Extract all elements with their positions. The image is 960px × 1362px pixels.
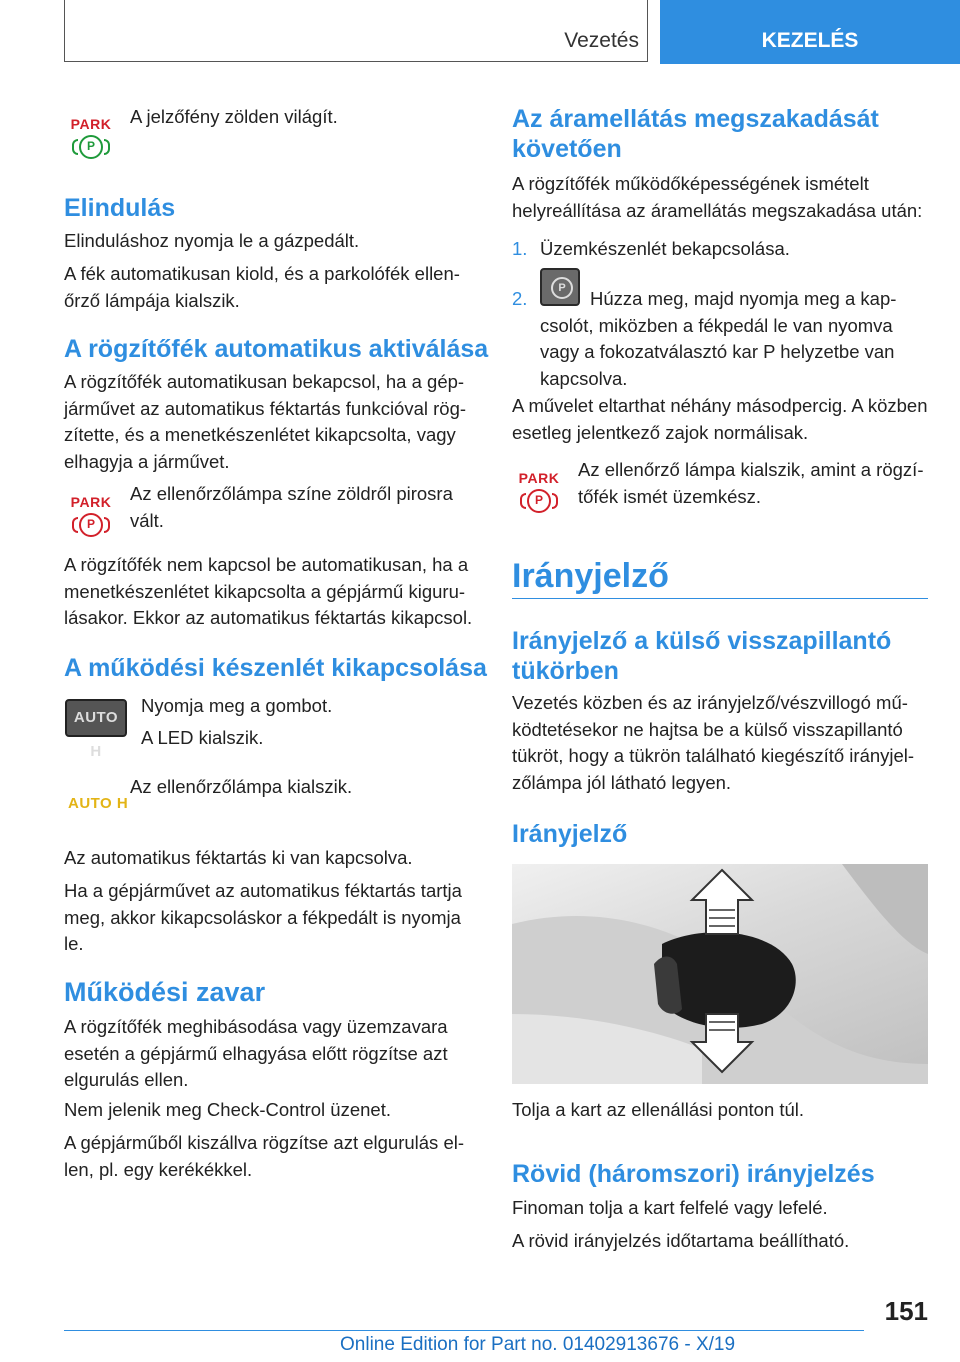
left-p5: Az ellenőrzőlámpa színe zöldről pirosra vált.	[130, 483, 453, 531]
left-p11: Ha a gépjárművet az automatikus féktartás tartja meg, akkor kikapcsoláskor a fékpedált is nyomja le.	[64, 880, 462, 954]
left-p2: Elinduláshoz nyomja le a gázpedált.	[64, 230, 360, 251]
heading-mukodesi: A működési készenlét kikapcsolása	[64, 654, 487, 682]
header-section: Vezetés	[564, 29, 639, 52]
park-red-icon-2: PARK P	[512, 470, 566, 518]
heading-kulso: Irányjelző a külső visszapillantó tükörben	[512, 627, 892, 685]
heading-aktivalas: A rögzítőfék automatikus aktiválása	[64, 335, 489, 363]
right-p4: Vezetés közben és az irányjelző/vészvillogó működtetésekor ne hajtsa be a külső visszapillantó tükröt, hogy a tükrön található kiegészítő irányjelzőlámpa jól látható legyen.	[512, 692, 915, 793]
heading-iranyjelzo-main: Irányjelző	[512, 557, 669, 595]
left-p13: Nem jelenik meg Check-Control üzenet.	[64, 1099, 391, 1120]
right-p2: A művelet eltarthat néhány másodpercig. A közben esetleg jelentkező zajok normálisak.	[512, 395, 928, 443]
footer-rule	[64, 1330, 864, 1331]
page-number: 151	[884, 1296, 928, 1326]
right-p5: Tolja a kart az ellenállási ponton túl.	[512, 1099, 805, 1120]
left-p9: Az ellenőrzőlámpa kialszik.	[130, 776, 353, 797]
auto-h-lamp-icon: AUTO H	[68, 795, 129, 812]
left-p10: Az automatikus féktartás ki van kapcsolva.	[64, 847, 413, 868]
left-p4: A rögzítőfék automatikusan bekapcsol, ha a gépjárművet az automatikus féktartás funkcióval rögzítette, és a menetkészenlétet kikapcsolta, vagy elhagyja a járművet.	[64, 371, 467, 472]
park-red-icon: PARK P	[64, 494, 118, 542]
header-chapter: KEZELÉS	[660, 0, 960, 64]
heading-aramellatas: Az áramellátás megszakadását követően	[512, 105, 879, 163]
heading-zavar: Működési zavar	[64, 977, 266, 1007]
left-p12: A rögzítőfék meghibásodása vagy üzemzavara esetén a gépjármű elhagyása előtt rögzítse azt elgurulás ellen.	[64, 1016, 448, 1090]
left-p14: A gépjárműből kiszállva rögzítse azt elgurulás ellen, pl. egy kerékékkel.	[64, 1132, 465, 1180]
left-p7: Nyomja meg a gombot.	[141, 695, 333, 716]
auto-h-button-icon: AUTO H	[65, 699, 127, 737]
section-rule	[512, 598, 928, 599]
step2-number: 2.	[512, 288, 528, 309]
step2-text: Húzza meg, majd nyomja meg a kapcsolót, miközben a fékpedál le van nyomva vagy a fokozatválasztó kar P helyzetbe van kapcsolva.	[540, 288, 897, 389]
right-p6: Finoman tolja a kart felfelé vagy lefelé.	[512, 1197, 828, 1218]
step1-text: Üzemkészenlét bekapcsolása.	[540, 238, 790, 259]
parking-brake-switch-icon: P	[540, 268, 580, 306]
left-p1: A jelzőfény zölden világít.	[130, 106, 338, 127]
right-p3: Az ellenőrző lámpa kialszik, amint a rögzítőfék ismét üzemkész.	[578, 459, 924, 507]
heading-iranyjelzo: Irányjelző	[512, 820, 628, 848]
step1-number: 1.	[512, 238, 528, 259]
heading-rovid: Rövid (háromszori) irányjelzés	[512, 1160, 875, 1188]
left-p6: A rögzítőfék nem kapcsol be automatikusan, ha a menetkészenlétet kikapcsolta a gépjármű kigurulásakor. Ekkor az automatikus féktartás kikapcsol.	[64, 554, 473, 628]
footer-edition: Online Edition for Part no. 01402913676 - X/19	[340, 1334, 736, 1355]
park-green-icon: PARK P	[64, 116, 118, 164]
turn-signal-lever-illustration	[512, 864, 928, 1084]
right-p7: A rövid irányjelzés időtartama beállítható.	[512, 1230, 850, 1251]
left-p3: A fék automatikusan kiold, és a parkolófék ellenőrző lámpája kialszik.	[64, 263, 460, 311]
right-p1: A rögzítőfék működőképességének ismételt helyreállítása az áramellátás megszakadása után:	[512, 173, 923, 221]
heading-elindulas: Elindulás	[64, 194, 176, 222]
turn-signal-lever-image	[512, 864, 928, 1084]
left-p8: A LED kialszik.	[141, 727, 264, 748]
